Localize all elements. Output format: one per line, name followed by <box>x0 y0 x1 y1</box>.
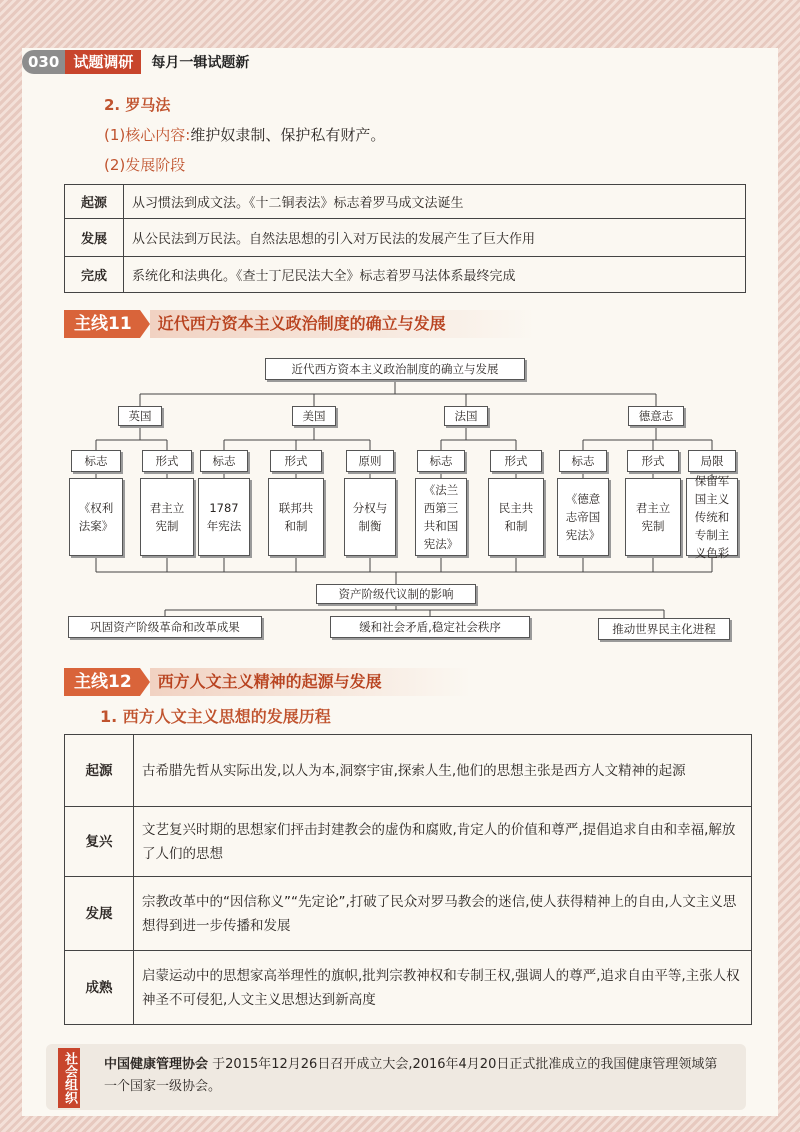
sub-node: 形式 <box>490 450 542 472</box>
core-content-text: 维护奴隶制、保护私有财产。 <box>190 126 386 144</box>
row-text: 系统化和法典化。《查士丁尼民法大全》标志着罗马法体系最终完成 <box>124 257 746 293</box>
country-germany: 德意志 <box>628 406 684 426</box>
footer-tag: 社会组织 <box>58 1048 80 1108</box>
footer-org: 中国健康管理协会 <box>104 1057 209 1072</box>
row-key: 发展 <box>65 219 124 257</box>
row-key: 成熟 <box>65 951 134 1025</box>
leaf-node: 《法兰西第三共和国宪法》 <box>415 478 467 556</box>
leaf-node: 《德意志帝国宪法》 <box>557 478 609 556</box>
sub-node: 局限 <box>688 450 736 472</box>
leaf-node: 联邦共和制 <box>268 478 324 556</box>
row-text: 从习惯法到成文法。《十二铜表法》标志着罗马成文法诞生 <box>124 185 746 219</box>
sub-node: 标志 <box>71 450 121 472</box>
development-stage-label: (2)发展阶段 <box>104 156 186 174</box>
row-key: 完成 <box>65 257 124 293</box>
roman-law-heading: 2. 罗马法 <box>104 96 171 114</box>
leaf-node: 分权与制衡 <box>344 478 396 556</box>
sub-node: 形式 <box>142 450 192 472</box>
row-key: 复兴 <box>65 807 134 877</box>
main-line-title: 近代西方资本主义政治制度的确立与发展 <box>150 310 536 338</box>
row-key: 起源 <box>65 185 124 219</box>
table-row <box>65 877 752 951</box>
diagram-root: 近代西方资本主义政治制度的确立与发展 <box>265 358 525 380</box>
chevron-right-icon <box>140 668 150 696</box>
main-line-label: 主线11 <box>64 310 140 338</box>
country-england: 英国 <box>118 406 162 426</box>
row-text: 从公民法到万民法。自然法思想的引入对万民法的发展产生了巨大作用 <box>124 219 746 257</box>
leaf-node: 1787年宪法 <box>198 478 250 556</box>
core-content-label: (1)核心内容: <box>104 126 191 144</box>
effect-node: 推动世界民主化进程 <box>598 618 730 640</box>
table-row <box>65 735 752 807</box>
sub-node: 标志 <box>200 450 248 472</box>
sub-node: 原则 <box>346 450 394 472</box>
impact-node: 资产阶级代议制的影响 <box>316 584 476 604</box>
main-line-title: 西方人文主义精神的起源与发展 <box>150 668 472 696</box>
footer-text: 于2015年12月26日召开成立大会,2016年4月20日正式批准成立的我国健康管理领域第一个国家一级协会。 <box>104 1057 718 1094</box>
header-subtitle: 每月一辑试题新 <box>151 55 250 71</box>
leaf-node: 民主共和制 <box>488 478 544 556</box>
row-text: 文艺复兴时期的思想家们抨击封建教会的虚伪和腐败,肯定人的价值和尊严,提倡追求自由和幸福,解放了人们的思想 <box>134 807 752 877</box>
country-usa: 美国 <box>292 406 336 426</box>
page-number: 030 <box>22 50 65 74</box>
row-text: 古希腊先哲从实际出发,以人为本,洞察宇宙,探索人生,他们的思想主张是西方人文精神的起源 <box>134 735 752 807</box>
leaf-node: 君主立宪制 <box>625 478 681 556</box>
sub-node: 标志 <box>559 450 607 472</box>
humanism-heading: 1. 西方人文主义思想的发展历程 <box>100 707 331 726</box>
row-key: 起源 <box>65 735 134 807</box>
main-line-label: 主线12 <box>64 668 140 696</box>
leaf-node: 《权利法案》 <box>69 478 123 556</box>
row-text: 宗教改革中的“因信称义”“先定论”,打破了民众对罗马教会的迷信,使人获得精神上的自由,人文主义思想得到进一步传播和发展 <box>134 877 752 951</box>
row-key: 发展 <box>65 877 134 951</box>
footer-note <box>104 1054 724 1098</box>
leaf-node: 保留军国主义传统和专制主义色彩 <box>686 478 738 556</box>
sub-node: 形式 <box>270 450 322 472</box>
table-row <box>65 807 752 877</box>
row-text: 启蒙运动中的思想家高举理性的旗帜,批判宗教神权和专制王权,强调人的尊严,追求自由平等,主张人权神圣不可侵犯,人文主义思想达到新高度 <box>134 951 752 1025</box>
leaf-node: 君主立宪制 <box>140 478 194 556</box>
effect-node: 缓和社会矛盾,稳定社会秩序 <box>330 616 530 638</box>
table-row <box>65 951 752 1025</box>
sub-node: 形式 <box>627 450 679 472</box>
section-tag: 试题调研 <box>65 50 141 74</box>
main-line-12-banner <box>64 668 472 696</box>
sub-node: 标志 <box>417 450 465 472</box>
humanism-table <box>64 734 752 1025</box>
effect-node: 巩固资产阶级革命和改革成果 <box>68 616 262 638</box>
country-france: 法国 <box>444 406 488 426</box>
